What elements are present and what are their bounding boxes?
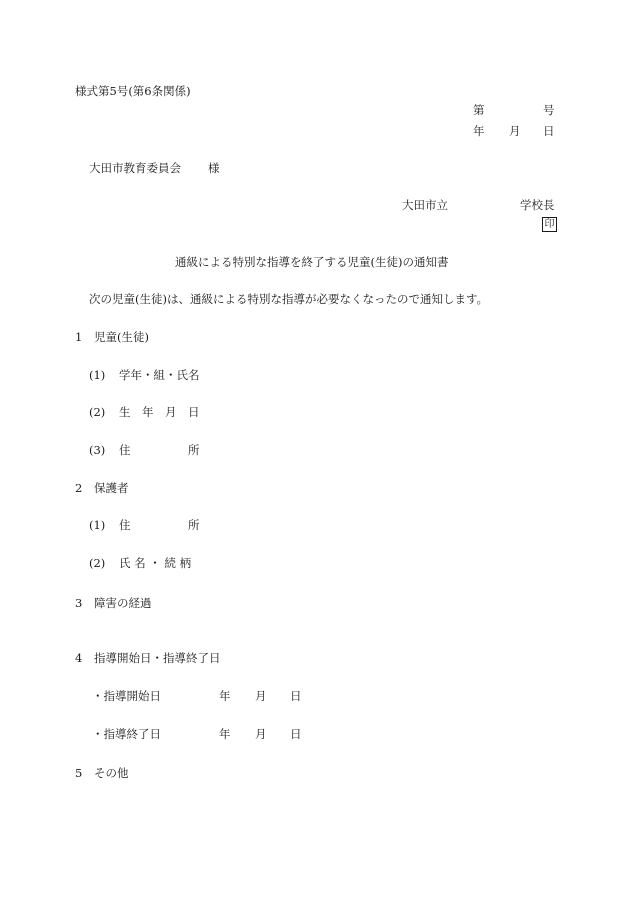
s1-item2-label: 生 年 月 日 [119, 405, 200, 419]
sender-title: 学校長 [520, 198, 555, 212]
date-day: 日 [543, 124, 555, 138]
seal-stamp: 印 [542, 217, 557, 232]
number-dai: 第 [473, 103, 485, 117]
s2-item1-label-a: 住 [119, 518, 131, 532]
s2-item2-label: 氏 名 ・ 続 柄 [119, 556, 192, 570]
sender-school-prefix: 大田市立 [402, 198, 448, 212]
section-4-number: 4 [75, 651, 83, 665]
section-1-number: 1 [75, 330, 83, 344]
s1-item3-label-a: 住 [119, 443, 131, 457]
section-3-number: 3 [75, 596, 83, 610]
intro-text: 次の児童(生徒)は、通級による特別な指導が必要なくなったので通知します。 [89, 292, 489, 306]
section-2-number: 2 [75, 481, 83, 495]
s4-start-year: 年 [219, 689, 231, 703]
s4-end-month: 月 [255, 727, 267, 741]
s2-item1-label-b: 所 [188, 518, 200, 532]
s1-item1-label: 学年・組・氏名 [119, 368, 200, 382]
s1-item3-num: (3) [89, 443, 106, 457]
date-month: 月 [509, 124, 521, 138]
s4-start-day: 日 [290, 689, 302, 703]
section-3-label: 障害の経過 [94, 596, 152, 610]
date-year: 年 [473, 124, 485, 138]
section-5-label: その他 [94, 766, 129, 780]
section-5-number: 5 [75, 766, 83, 780]
s1-item3-label-b: 所 [188, 443, 200, 457]
addressee-honorific: 様 [208, 161, 220, 175]
s1-item2-num: (2) [89, 405, 106, 419]
s2-item1-num: (1) [89, 518, 106, 532]
s4-end-label: ・指導終了日 [92, 727, 161, 741]
s1-item1-num: (1) [89, 368, 106, 382]
section-4-label: 指導開始日・指導終了日 [94, 651, 221, 665]
s4-end-year: 年 [219, 727, 231, 741]
form-label: 様式第5号(第6条関係) [75, 84, 191, 98]
document-title: 通級による特別な指導を終了する児童(生徒)の通知書 [175, 255, 449, 269]
number-go: 号 [543, 103, 555, 117]
s4-start-month: 月 [255, 689, 267, 703]
addressee-name: 大田市教育委員会 [89, 161, 181, 175]
section-2-label: 保護者 [94, 481, 129, 495]
s2-item2-num: (2) [89, 556, 106, 570]
s4-start-label: ・指導開始日 [92, 689, 161, 703]
s4-end-day: 日 [290, 727, 302, 741]
section-1-label: 児童(生徒) [94, 330, 149, 344]
